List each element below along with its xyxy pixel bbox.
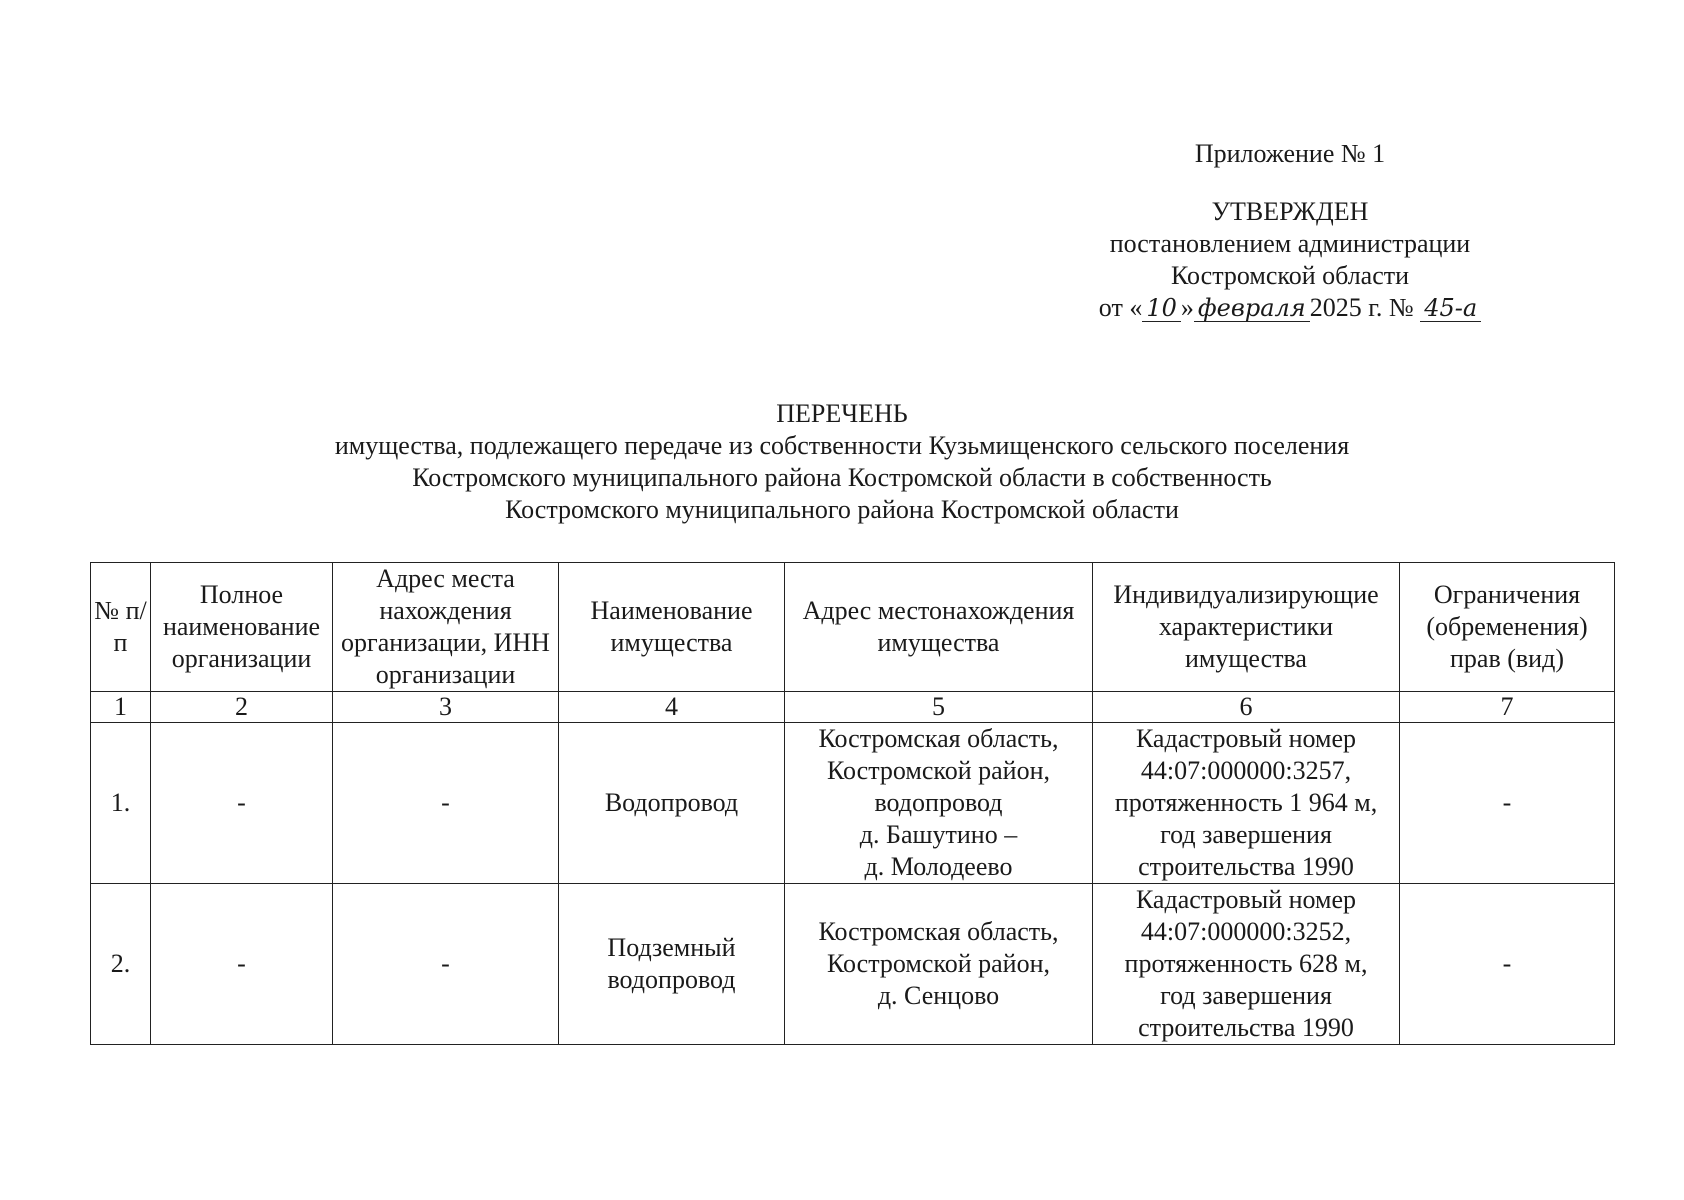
date-year: 2025 г. №: [1309, 293, 1414, 322]
detail-line: год завершения: [1160, 820, 1332, 849]
header-characteristics: Индивидуализирующие характеристики имущества: [1093, 563, 1400, 692]
header-property-address: Адрес местонахождения имущества: [785, 563, 1093, 692]
property-table: [90, 562, 1615, 1045]
title-line-3: Костромского муниципального района Костромской области: [505, 495, 1179, 524]
approval-line-1: постановлением администрации: [1109, 229, 1471, 258]
row-org-address: -: [333, 723, 559, 884]
address-line: водопровод: [874, 788, 1003, 817]
detail-line: Кадастровый номер: [1135, 724, 1357, 753]
date-day-handwritten: 10: [1142, 295, 1181, 322]
row-property-address: [785, 884, 1093, 1045]
row-restrictions: -: [1400, 723, 1615, 884]
table-header-row: [91, 563, 1615, 692]
row-org-address: -: [333, 884, 559, 1045]
row-property-name: Водопровод: [559, 723, 785, 884]
address-line: Костромской район,: [826, 756, 1050, 785]
doc-number-handwritten: 45-а: [1420, 295, 1481, 322]
header-property-name: Наименование имущества: [559, 563, 785, 692]
detail-line: протяженность 628 м,: [1124, 949, 1368, 978]
column-number: 7: [1400, 692, 1615, 723]
detail-line: 44:07:000000:3252,: [1140, 917, 1352, 946]
address-line: д. Молодеево: [864, 852, 1013, 881]
row-num: 1.: [91, 723, 151, 884]
column-number: 3: [333, 692, 559, 723]
header-restrictions: Ограничения (обременения) прав (вид): [1400, 563, 1615, 692]
detail-line: протяженность 1 964 м,: [1114, 788, 1378, 817]
title-line-2: Костромского муниципального района Костромской области в собственность: [412, 463, 1272, 492]
header-org: Полное наименование организации: [151, 563, 333, 692]
row-property-name: [559, 884, 785, 1045]
address-line: Костромская область,: [818, 917, 1059, 946]
name-line: водопровод: [607, 965, 736, 994]
detail-line: Кадастровый номер: [1135, 885, 1357, 914]
column-number: 6: [1093, 692, 1400, 723]
table-row: [91, 884, 1615, 1045]
detail-line: строительства 1990: [1138, 852, 1354, 881]
row-num: 2.: [91, 884, 151, 1045]
detail-line: строительства 1990: [1138, 1013, 1354, 1042]
detail-line: год завершения: [1160, 981, 1332, 1010]
approval-block: [1040, 138, 1540, 324]
detail-line: 44:07:000000:3257,: [1140, 756, 1352, 785]
column-number: 4: [559, 692, 785, 723]
column-number: 2: [151, 692, 333, 723]
date-mid: »: [1180, 293, 1194, 322]
address-line: д. Сенцово: [877, 981, 1000, 1010]
title-heading: ПЕРЕЧЕНЬ: [776, 399, 908, 428]
table-row: [91, 723, 1615, 884]
table-column-numbers-row: [91, 692, 1615, 723]
annex-label: Приложение № 1: [1194, 139, 1386, 168]
row-org: -: [151, 884, 333, 1045]
header-num: № п/п: [91, 563, 151, 692]
approval-date-line: [1040, 292, 1540, 324]
address-line: Костромская область,: [818, 724, 1059, 753]
address-line: Костромской район,: [826, 949, 1050, 978]
row-property-address: [785, 723, 1093, 884]
column-number: 5: [785, 692, 1093, 723]
row-org: -: [151, 723, 333, 884]
address-line: д. Башутино –: [859, 820, 1018, 849]
row-characteristics: [1093, 884, 1400, 1045]
row-restrictions: -: [1400, 884, 1615, 1045]
title-line-1: имущества, подлежащего передаче из собственности Кузьмищенского сельского поселения: [334, 431, 1350, 460]
approval-line-2: Костромской области: [1170, 261, 1410, 290]
date-prefix: от «: [1098, 293, 1143, 322]
row-characteristics: [1093, 723, 1400, 884]
document-title: [80, 398, 1604, 526]
name-line: Подземный: [607, 933, 736, 962]
date-month-handwritten: февраля: [1194, 295, 1310, 322]
column-number: 1: [91, 692, 151, 723]
approved-label: УТВЕРЖДЕН: [1211, 197, 1369, 226]
header-org-address: Адрес места нахождения организации, ИНН организации: [333, 563, 559, 692]
